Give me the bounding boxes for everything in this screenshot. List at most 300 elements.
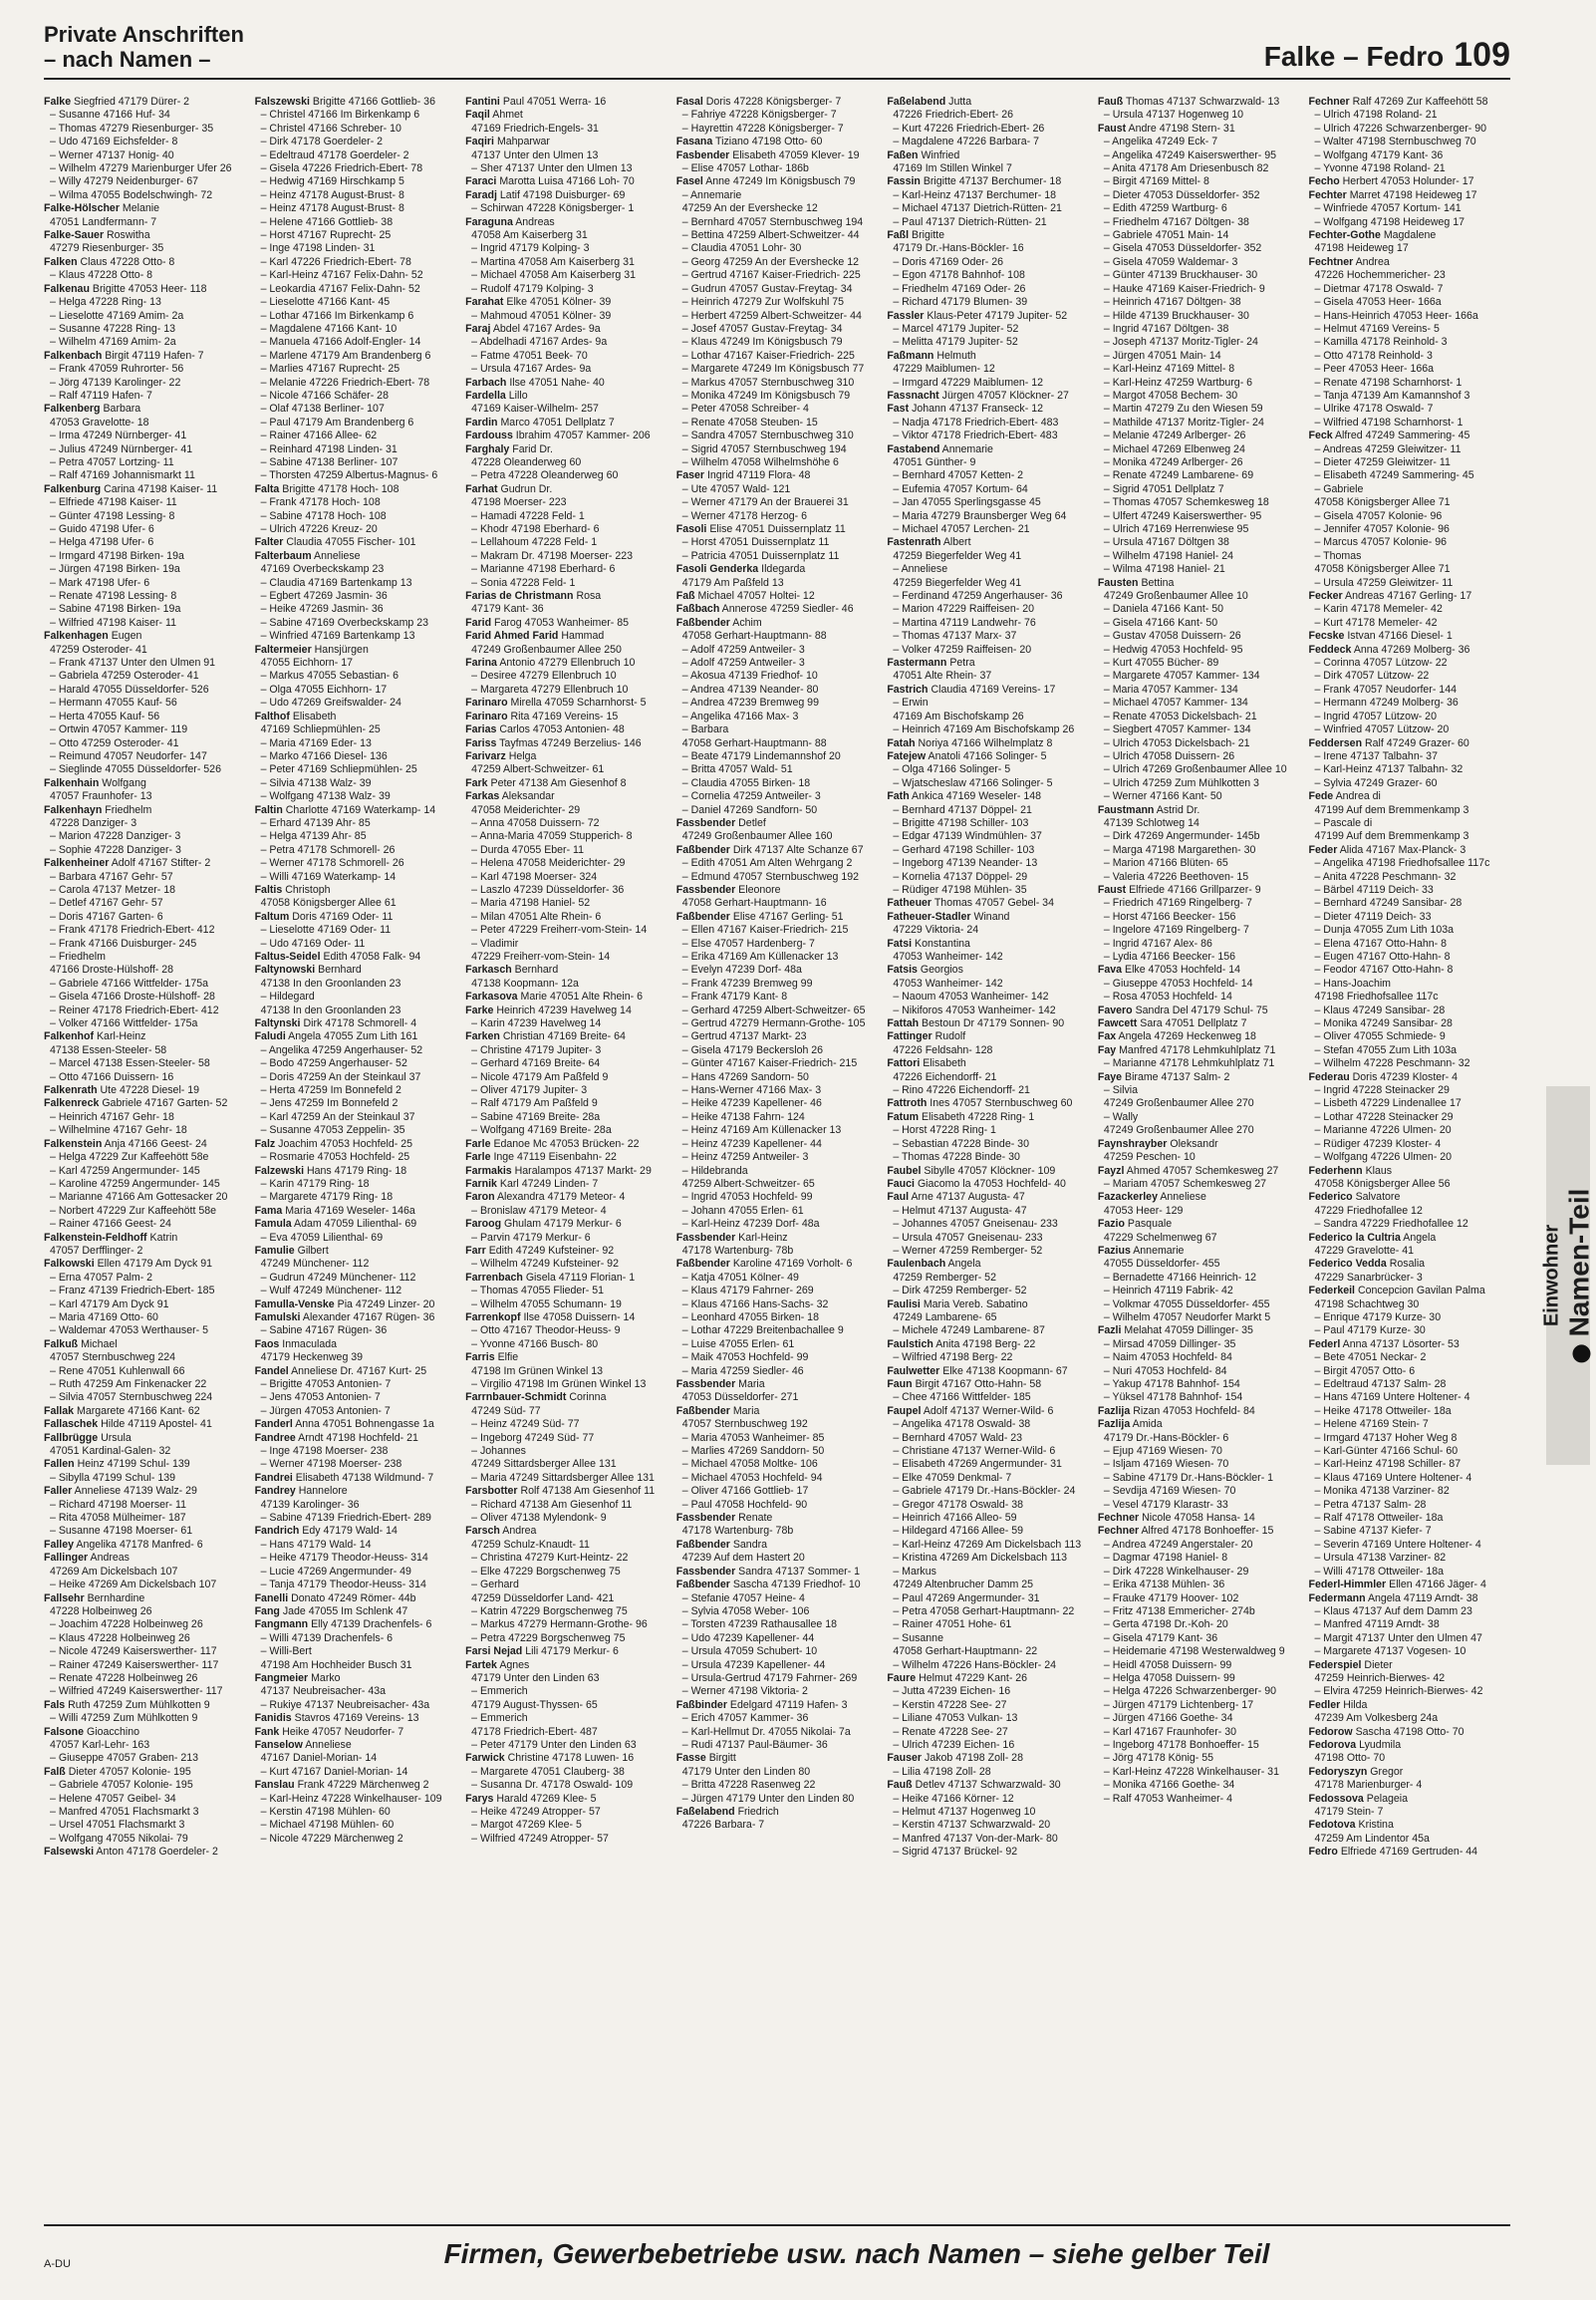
entry-details: – Lucie 47269 Angermunder- 49 xyxy=(260,1565,411,1578)
directory-entry xyxy=(1308,1712,1510,1725)
entry-details: – Gisela 47057 Kolonie- 96 xyxy=(1314,509,1443,522)
entry-details: 47137 Unter den Ulmen 13 xyxy=(471,148,599,161)
entry-surname: Fechner xyxy=(1097,1525,1140,1538)
directory-entry xyxy=(465,1645,667,1658)
entry-details: Dieter xyxy=(1364,1658,1393,1671)
directory-entry xyxy=(887,310,1089,323)
directory-entry xyxy=(676,443,879,456)
entry-details: – Angelika 47198 Friedhofsallee 117c xyxy=(1314,857,1490,870)
page-footer xyxy=(44,2224,1510,2276)
directory-entry xyxy=(465,417,667,430)
directory-entry xyxy=(676,496,879,509)
directory-entry xyxy=(465,1632,667,1645)
directory-entry xyxy=(255,1044,457,1057)
entry-details: – Karl 47226 Friedrich-Ebert- 78 xyxy=(260,255,411,268)
directory-entry xyxy=(44,483,246,496)
directory-entry xyxy=(887,1365,1089,1378)
entry-surname: Falter xyxy=(254,536,284,549)
entry-details: – Michael 47198 Mühlen- 60 xyxy=(260,1819,395,1832)
directory-entry xyxy=(44,924,246,937)
entry-details: – Hermann 47055 Kauf- 56 xyxy=(50,697,177,710)
directory-column xyxy=(44,96,246,2213)
entry-details: Alfred 47178 Bonhoeffer- 15 xyxy=(1141,1525,1274,1538)
entry-details: – Edeltraud 47137 Salm- 28 xyxy=(1314,1378,1447,1390)
entry-details: – Dirk 47228 Winkelhauser- 29 xyxy=(1103,1565,1249,1578)
entry-details: – Frank 47059 Ruhrorter- 56 xyxy=(50,363,184,376)
entry-surname: Farke xyxy=(465,1004,494,1016)
entry-surname: Faßelabend xyxy=(887,96,946,108)
directory-entry xyxy=(1098,1512,1300,1525)
entry-details: – Ingrid 47167 Döltgen- 38 xyxy=(1103,322,1229,335)
entry-details: – Tanja 47139 Am Kamannshof 3 xyxy=(1314,389,1470,402)
entry-surname: Faßbach xyxy=(675,603,720,616)
directory-entry xyxy=(255,202,457,215)
entry-surname: Fandree xyxy=(254,1431,296,1444)
entry-details: – Kerstin 47137 Schwarzwald- 20 xyxy=(893,1819,1051,1832)
entry-details: – Rüdiger 47239 Kloster- 4 xyxy=(1314,1137,1442,1150)
directory-entry xyxy=(887,1151,1089,1164)
directory-entry xyxy=(887,350,1089,363)
entry-details: Latif 47198 Duisburger- 69 xyxy=(499,188,626,201)
directory-column xyxy=(1308,96,1510,2213)
directory-entry xyxy=(1308,456,1510,469)
directory-entry xyxy=(465,1365,667,1378)
directory-entry xyxy=(1308,483,1510,496)
section-tab-label: Namen-Teil xyxy=(1563,1188,1595,1337)
entry-details: Elisabeth xyxy=(923,1057,966,1070)
directory-entry xyxy=(887,1218,1089,1231)
directory-entry xyxy=(44,1659,246,1672)
directory-entry xyxy=(1308,1391,1510,1404)
entry-details: Alfred 47249 Sammering- 45 xyxy=(1334,430,1470,442)
entry-details: – Winfried 47169 Bartenkamp 13 xyxy=(260,630,415,643)
directory-entry xyxy=(676,1191,879,1204)
entry-details: – Michael 47269 Elbenweg 24 xyxy=(1103,442,1245,455)
entry-surname: Faubel xyxy=(887,1164,922,1177)
entry-details: Rizan 47053 Hochfeld- 84 xyxy=(1133,1404,1255,1417)
directory-entry xyxy=(676,1592,879,1605)
entry-surname: Falszewski xyxy=(254,96,310,108)
entry-details: – Werner 47198 Moerser- 238 xyxy=(260,1458,402,1471)
directory-entry xyxy=(676,670,879,683)
directory-entry xyxy=(465,242,667,255)
directory-entry xyxy=(255,1605,457,1618)
directory-entry xyxy=(676,817,879,830)
entry-surname: Fanelli xyxy=(254,1591,289,1604)
entry-details: – Emmerich xyxy=(471,1712,528,1725)
directory-entry xyxy=(887,1445,1089,1458)
entry-details: Mahparwar xyxy=(496,136,550,148)
directory-entry xyxy=(676,790,879,803)
directory-entry xyxy=(1308,1618,1510,1631)
entry-details: – Sabine 47178 Hoch- 108 xyxy=(260,509,387,522)
directory-entry xyxy=(1308,1324,1510,1337)
entry-surname: Fantini xyxy=(465,96,500,108)
directory-entry xyxy=(1308,1232,1510,1245)
directory-entry xyxy=(44,1311,246,1324)
entry-surname: Faß xyxy=(675,590,695,603)
directory-entry xyxy=(887,577,1089,590)
directory-entry xyxy=(255,1445,457,1458)
directory-entry xyxy=(1308,1592,1510,1605)
directory-entry xyxy=(1098,550,1300,563)
entry-details: – Petra 47057 Lortzing- 11 xyxy=(50,455,174,468)
entry-details: Bernhardine xyxy=(87,1591,145,1604)
entry-details: – Margarete 47051 Clauberg- 38 xyxy=(471,1765,625,1778)
directory-entry xyxy=(44,737,246,750)
directory-entry xyxy=(1098,136,1300,148)
directory-entry xyxy=(44,991,246,1004)
entry-details: – Bärbel 47119 Deich- 33 xyxy=(1314,883,1434,896)
directory-entry xyxy=(465,350,667,363)
entry-details: – Gabriele xyxy=(1314,482,1364,495)
entry-surname: Faller xyxy=(44,1485,73,1498)
directory-entry xyxy=(1098,1338,1300,1351)
directory-entry xyxy=(465,644,667,657)
entry-details: – Jürgen 47166 Goethe- 34 xyxy=(1103,1712,1233,1725)
directory-entry xyxy=(1098,1779,1300,1792)
entry-details: – Chee 47166 Wittfelder- 185 xyxy=(893,1391,1031,1404)
entry-surname: Famulla-Venske xyxy=(254,1297,335,1310)
directory-entry xyxy=(255,109,457,122)
entry-details: – Petra 47178 Schmorell- 26 xyxy=(260,843,396,856)
entry-details: – Bernhard 47137 Döppel- 21 xyxy=(893,803,1032,816)
entry-details: – Gerta 47198 Dr.-Koh- 20 xyxy=(1103,1618,1228,1631)
entry-details: 47057 Sternbuschweg 224 xyxy=(50,1351,176,1364)
directory-entry xyxy=(676,617,879,630)
entry-details: – Karl-Heinz 47137 Talbahn- 32 xyxy=(1314,763,1463,776)
directory-entry xyxy=(44,1779,246,1792)
entry-surname: Farr xyxy=(465,1244,486,1257)
directory-entry xyxy=(465,777,667,790)
entry-details: Marco 47051 Dellplatz 7 xyxy=(500,416,615,429)
directory-entry xyxy=(255,1579,457,1591)
entry-details: Aleksandar xyxy=(501,790,555,803)
entry-details: 47058 Gerhart-Hauptmann- 22 xyxy=(893,1645,1038,1658)
entry-details: – Ralf 47053 Wanheimer- 4 xyxy=(1103,1792,1233,1805)
section-tab xyxy=(1540,1086,1595,1465)
directory-entry xyxy=(255,1405,457,1418)
directory-entry xyxy=(255,1111,457,1124)
entry-details: – Ruth 47259 Am Finkenacker 22 xyxy=(50,1378,207,1390)
directory-entry xyxy=(44,1178,246,1191)
entry-surname: Farris xyxy=(465,1351,495,1364)
entry-details: – Marlene 47179 Am Brandenberg 6 xyxy=(260,349,431,362)
directory-entry xyxy=(255,577,457,590)
directory-entry xyxy=(676,350,879,363)
entry-details: – Bernhard 47057 Wald- 23 xyxy=(893,1431,1023,1444)
directory-entry xyxy=(1098,1044,1300,1057)
entry-details: – Evelyn 47239 Dorf- 48a xyxy=(681,964,802,977)
directory-entry xyxy=(887,750,1089,763)
directory-entry xyxy=(887,283,1089,296)
entry-details: – Karl-Heinz 47169 Mittel- 8 xyxy=(1103,363,1235,376)
directory-entry xyxy=(465,430,667,442)
directory-entry xyxy=(1308,964,1510,977)
directory-entry xyxy=(255,430,457,442)
entry-details: – Willi 47169 Waterkamp- 14 xyxy=(260,870,397,883)
directory-entry xyxy=(1308,1659,1510,1672)
directory-entry xyxy=(1308,991,1510,1004)
entry-details: – Marko 47166 Diesel- 136 xyxy=(260,749,388,762)
entry-details: – Otto 47166 Duissern- 16 xyxy=(50,1070,174,1083)
entry-details: 47198 Friedhofsallee 117c xyxy=(1314,991,1439,1004)
directory-entry xyxy=(465,871,667,884)
entry-details: – Wilfried 47249 Atropper- 57 xyxy=(471,1832,609,1845)
entry-details: – Makram Dr. 47198 Moerser- 223 xyxy=(471,549,634,562)
entry-details: – Ellen 47167 Kaiser-Friedrich- 215 xyxy=(681,924,849,937)
entry-surname: Fassbender xyxy=(675,1378,736,1390)
entry-surname: Farle xyxy=(465,1151,491,1164)
entry-details: – Klaus 47166 Hans-Sachs- 32 xyxy=(681,1297,829,1310)
directory-entry xyxy=(1308,723,1510,736)
entry-details: – Elke 47229 Borgschenweg 75 xyxy=(471,1565,621,1578)
entry-details: – Leokardia 47167 Felix-Dahn- 52 xyxy=(260,282,420,295)
entry-surname: Faltis xyxy=(254,883,283,896)
directory-entry xyxy=(1308,390,1510,403)
directory-entry xyxy=(1308,1258,1510,1271)
entry-details: Carlos 47053 Antonien- 48 xyxy=(499,723,625,736)
directory-entry xyxy=(887,1324,1089,1337)
entry-surname: Faul xyxy=(887,1191,910,1204)
entry-details: – Heinz 47169 Am Küllenacker 13 xyxy=(681,1124,842,1137)
directory-entry xyxy=(676,242,879,255)
directory-entry xyxy=(676,456,879,469)
entry-details: – Wilhelm 47226 Hans-Böckler- 24 xyxy=(893,1658,1056,1671)
entry-details: Andre 47198 Stern- 31 xyxy=(1128,122,1235,135)
directory-entry xyxy=(887,1405,1089,1418)
entry-surname: Fanidis xyxy=(254,1712,292,1725)
entry-details: – Patricia 47051 Duissernplatz 11 xyxy=(681,549,840,562)
directory-entry xyxy=(887,1071,1089,1084)
entry-details: – Fatme 47051 Beek- 70 xyxy=(471,349,588,362)
entry-details: – Brigitte 47198 Schiller- 103 xyxy=(893,816,1029,829)
entry-details: Jade 47055 Im Schlenk 47 xyxy=(282,1604,408,1617)
entry-details: – Oliver 47138 Mylendonk- 9 xyxy=(471,1512,607,1525)
entry-details: 47198 Im Grünen Winkel 13 xyxy=(471,1364,604,1377)
directory-column xyxy=(465,96,667,2213)
directory-entry xyxy=(1098,1579,1300,1591)
entry-surname: Falkenberg xyxy=(44,403,101,416)
directory-entry xyxy=(255,603,457,616)
entry-details: 47259 Schulz-Knaudt- 11 xyxy=(471,1538,590,1551)
entry-surname: Fazio xyxy=(1097,1218,1125,1231)
entry-surname: Farkas xyxy=(465,790,500,803)
directory-entry xyxy=(676,964,879,977)
entry-details: – Joachim 47228 Holbeinweg 26 xyxy=(50,1618,203,1631)
entry-details: – Angelika 47249 Kaiserswerther- 95 xyxy=(1103,148,1277,161)
directory-entry xyxy=(465,978,667,991)
directory-entry xyxy=(255,617,457,630)
entry-details: Heike 47057 Neudorfer- 7 xyxy=(282,1725,404,1738)
entry-details: – Ingrid 47228 Steinacker 29 xyxy=(1314,1084,1450,1097)
directory-entry xyxy=(44,1285,246,1297)
directory-entry xyxy=(1098,523,1300,536)
entry-details: – Kurt 47178 Memeler- 42 xyxy=(1314,616,1438,629)
entry-details: – Egbert 47269 Jasmin- 36 xyxy=(260,590,388,603)
entry-details: Petra xyxy=(949,657,975,670)
directory-entry xyxy=(44,978,246,991)
directory-entry xyxy=(1308,430,1510,442)
entry-details: – Helga 47198 Ufer- 6 xyxy=(50,536,154,549)
entry-details: – Kristina 47269 Am Dickelsbach 113 xyxy=(893,1552,1068,1565)
directory-entry xyxy=(1098,403,1300,416)
entry-details: Angela 47119 Arndt- 38 xyxy=(1367,1591,1478,1604)
entry-surname: Farivarz xyxy=(465,749,506,762)
entry-details: Karoline 47169 Vorholt- 6 xyxy=(732,1258,853,1271)
directory-entry xyxy=(1098,978,1300,991)
entry-details: Rosa xyxy=(576,590,602,603)
entry-details: 47269 Am Dickelsbach 107 xyxy=(50,1565,178,1578)
entry-surname: Farkasch xyxy=(465,964,512,977)
entry-details: – Wolfgang 47179 Kant- 36 xyxy=(1314,148,1444,161)
entry-details: Noriya 47166 Wilhelmplatz 8 xyxy=(918,736,1053,749)
directory-entry xyxy=(1308,1566,1510,1579)
directory-entry xyxy=(887,964,1089,977)
entry-details: Annerose 47259 Siedler- 46 xyxy=(721,603,854,616)
directory-entry xyxy=(255,723,457,736)
entry-surname: Faßbender xyxy=(675,1579,730,1591)
directory-entry xyxy=(676,1445,879,1458)
entry-surname: Federau xyxy=(1308,1070,1350,1083)
entry-details: – Heike 47269 Jasmin- 36 xyxy=(260,603,384,616)
directory-entry xyxy=(887,1552,1089,1565)
directory-entry xyxy=(1098,1057,1300,1070)
entry-details: – Thorsten 47259 Albertus-Magnus- 6 xyxy=(260,469,438,482)
directory-entry xyxy=(465,256,667,269)
entry-details: Ilse 47058 Duissern- 14 xyxy=(523,1310,636,1323)
entry-surname: Fasoli Genderka xyxy=(675,563,759,576)
entry-details: Lillo xyxy=(508,389,528,402)
entry-details: Marotta Luisa 47166 Loh- 70 xyxy=(499,175,635,188)
directory-entry xyxy=(465,1165,667,1178)
entry-details: – Ute 47057 Wald- 121 xyxy=(681,482,791,495)
entry-details: Dieter 47057 Kolonie- 195 xyxy=(68,1765,191,1778)
entry-details: – Sabine 47167 Rügen- 36 xyxy=(260,1324,388,1337)
bullet-icon xyxy=(1572,1344,1590,1362)
directory-entry xyxy=(676,403,879,416)
entry-surname: Farhat xyxy=(465,482,498,495)
directory-entry xyxy=(887,229,1089,242)
entry-details: Angelika 47178 Manfred- 6 xyxy=(76,1538,203,1551)
entry-details: – Kurt 47055 Bücher- 89 xyxy=(1103,657,1219,670)
entry-details: – Paul 47058 Hochfeld- 90 xyxy=(681,1498,808,1511)
entry-surname: Feddersen xyxy=(1308,736,1363,749)
directory-entry xyxy=(1308,1512,1510,1525)
entry-details: Brigitte xyxy=(912,229,945,242)
entry-details: Tayfmas 47249 Berzelius- 146 xyxy=(499,736,642,749)
entry-details: 47198 Am Hochheider Busch 31 xyxy=(260,1658,412,1671)
entry-details: Bernhard xyxy=(514,964,559,977)
entry-surname: Faludi xyxy=(254,1030,286,1043)
entry-details: Sibylle 47057 Klöckner- 109 xyxy=(924,1164,1056,1177)
directory-entry xyxy=(676,884,879,897)
entry-surname: Falkowski xyxy=(44,1258,95,1271)
entry-details: Herbert 47053 Holunder- 17 xyxy=(1342,175,1474,188)
entry-details: – Frank 47179 Kant- 8 xyxy=(681,991,788,1004)
directory-entry xyxy=(676,1605,879,1618)
entry-details: – Heike 47166 Körner- 12 xyxy=(893,1792,1014,1805)
entry-surname: Federl xyxy=(1308,1337,1341,1350)
entry-details: – Ingrid 47167 Alex- 86 xyxy=(1103,937,1212,950)
entry-details: – Dirk 47269 Angermunder- 145b xyxy=(1103,830,1260,843)
entry-details: – Rainer 47166 Allee- 62 xyxy=(260,430,378,442)
directory-entry xyxy=(44,777,246,790)
entry-details: – Hans 47169 Untere Holtener- 4 xyxy=(1314,1391,1470,1404)
entry-details: Georgios xyxy=(920,964,963,977)
entry-details: 47053 Heer- 129 xyxy=(1103,1204,1184,1217)
directory-entry xyxy=(676,1752,879,1765)
entry-details: – Heinrich 47167 Döltgen- 38 xyxy=(1103,296,1241,309)
directory-entry xyxy=(44,1525,246,1538)
entry-details: – Ursel 47051 Flachsmarkt 3 xyxy=(50,1819,185,1832)
directory-entry xyxy=(887,978,1089,991)
entry-details: Anna 47137 Lösorter- 53 xyxy=(1342,1337,1460,1350)
directory-entry xyxy=(255,96,457,109)
directory-entry xyxy=(44,1685,246,1698)
directory-entry xyxy=(255,1793,457,1806)
entry-surname: Faqil xyxy=(465,109,490,122)
entry-surname: Fangmann xyxy=(254,1618,309,1631)
entry-details: – Oliver 47179 Jupiter- 3 xyxy=(471,1084,588,1097)
directory-entry xyxy=(465,951,667,964)
entry-details: – Susanne xyxy=(893,1631,943,1644)
entry-details: – Wjatscheslaw 47166 Solinger- 5 xyxy=(893,776,1053,789)
entry-details: 47249 Süd- 77 xyxy=(471,1404,541,1417)
entry-surname: Faye xyxy=(1097,1070,1123,1083)
entry-details: 47249 Großenbaumer Allee 270 xyxy=(1103,1097,1254,1110)
entry-details: Paul 47051 Werra- 16 xyxy=(502,96,607,108)
entry-details: 47179 Kant- 36 xyxy=(471,603,544,616)
entry-details: – Petra 47137 Salm- 28 xyxy=(1314,1498,1427,1511)
directory-entry xyxy=(465,1819,667,1832)
entry-surname: Fandrey xyxy=(254,1485,296,1498)
directory-entry xyxy=(255,136,457,148)
directory-entry xyxy=(44,1485,246,1498)
entry-details: 47198 Moerser- 223 xyxy=(471,496,567,509)
entry-details: Ahmed 47057 Schemkesweg 27 xyxy=(1126,1164,1279,1177)
entry-details: Konstantina xyxy=(915,937,970,950)
entry-surname: Farinaro xyxy=(465,697,508,710)
entry-details: – Jürgen 47198 Birken- 19a xyxy=(50,563,180,576)
directory-entry xyxy=(1098,496,1300,509)
entry-details: – Eva 47059 Lilienthal- 69 xyxy=(260,1231,384,1244)
directory-entry xyxy=(887,590,1089,603)
entry-details: – Ursula 47259 Gleiwitzer- 11 xyxy=(1314,576,1454,589)
entry-details: – Gerhard 47198 Schiller- 103 xyxy=(893,843,1035,856)
entry-surname: Federico Vedda xyxy=(1308,1258,1387,1271)
directory-entry xyxy=(1098,1699,1300,1712)
directory-entry xyxy=(1098,1178,1300,1191)
directory-entry xyxy=(887,1605,1089,1618)
entry-details: – Frank 47166 Duisburger- 245 xyxy=(50,937,197,950)
directory-entry xyxy=(676,1005,879,1017)
directory-entry xyxy=(44,1605,246,1618)
entry-details: Andreas xyxy=(90,1552,130,1565)
entry-details: – Gisela 47166 Kant- 50 xyxy=(1103,616,1218,629)
entry-details: – Magdalene 47166 Kant- 10 xyxy=(260,322,398,335)
directory-entry xyxy=(465,1525,667,1538)
entry-surname: Fangmeier xyxy=(254,1671,309,1684)
directory-entry xyxy=(887,1124,1089,1137)
directory-entry xyxy=(1098,1645,1300,1658)
directory-entry xyxy=(465,496,667,509)
directory-entry xyxy=(44,1165,246,1178)
directory-entry xyxy=(887,830,1089,843)
entry-details: Arndt 47198 Hochfeld- 21 xyxy=(298,1431,418,1444)
entry-surname: Farrenbach xyxy=(465,1271,523,1284)
directory-entry xyxy=(44,1232,246,1245)
